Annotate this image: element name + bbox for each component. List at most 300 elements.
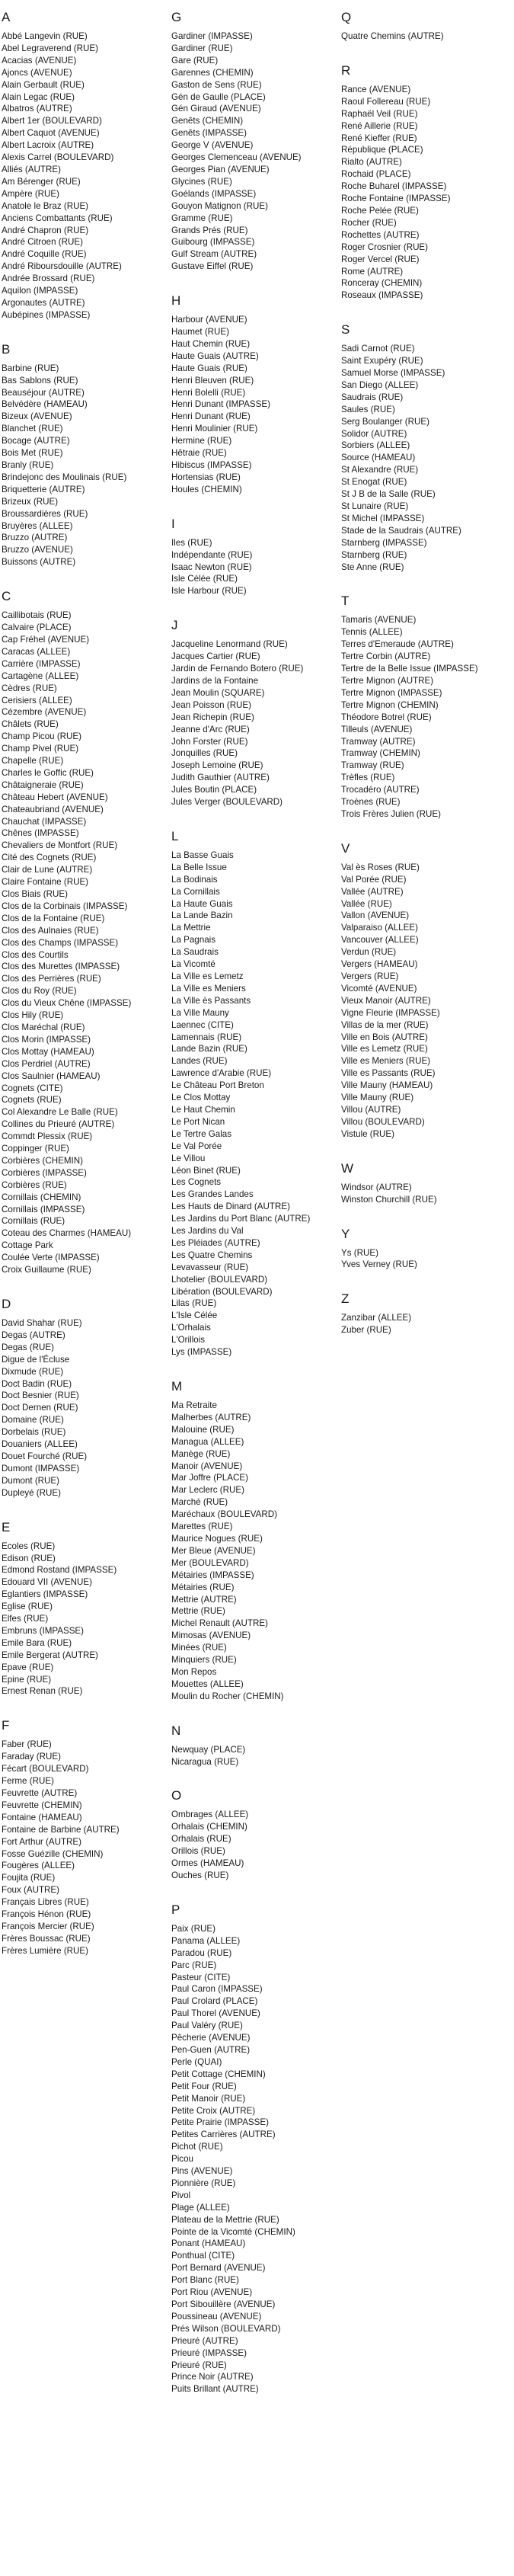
street-item[interactable]: Ville Mauny (HAMEAU) [341,1080,433,1091]
street-item[interactable]: Henri Moulinier (RUE) [171,424,258,434]
street-item[interactable]: Pen-Guen (AUTRE) [171,2044,251,2055]
street-item[interactable]: Port Blanc (RUE) [171,2275,239,2286]
street-item[interactable]: Bruyères (ALLEE) [2,520,73,531]
street-item[interactable]: Albert Caquot (AVENUE) [2,128,100,139]
street-item[interactable]: La Vicomté [171,959,215,970]
street-item[interactable]: Jardin de Fernando Botero (RUE) [171,664,304,674]
street-item[interactable]: L'Orillois [171,1335,206,1346]
street-item[interactable]: Jacqueline Lenormand (RUE) [171,639,288,650]
street-item[interactable]: Tamaris (AVENUE) [341,615,417,626]
street-item[interactable]: Tilleuls (AVENUE) [341,724,413,734]
street-item[interactable]: Clos des Perrières (RUE) [2,974,101,984]
street-item[interactable]: François Hénon (RUE) [2,1909,91,1920]
street-item[interactable]: Harbour (AVENUE) [171,315,247,325]
street-item[interactable]: Zuber (RUE) [341,1325,391,1336]
street-item[interactable]: Guibourg (IMPASSE) [171,237,255,248]
street-item[interactable]: Alain Gerbault (RUE) [2,79,85,90]
street-item[interactable]: Lhotelier (BOULEVARD) [171,1274,268,1285]
street-item[interactable]: Les Quatre Chemins [171,1250,253,1260]
street-item[interactable]: Bas Sablons (RUE) [2,375,78,386]
street-item[interactable]: Jacques Cartier (RUE) [171,651,260,662]
street-item[interactable]: Cornillais (RUE) [2,1216,65,1227]
street-item[interactable]: Joseph Lemoine (RUE) [171,760,263,771]
street-item[interactable]: Roche Fontaine (IMPASSE) [341,194,451,204]
street-item[interactable]: Petit Four (RUE) [171,2081,237,2091]
street-item[interactable]: Iles (RUE) [171,537,212,548]
street-item[interactable]: Picou [171,2154,194,2165]
street-item[interactable]: Bois Met (RUE) [2,448,63,459]
street-item[interactable]: Roger Vercel (RUE) [341,254,420,264]
street-item[interactable]: Ecoles (RUE) [2,1541,56,1551]
street-item[interactable]: Port Bernard (AVENUE) [171,2263,266,2274]
street-item[interactable]: Fontaine (HAMEAU) [2,1812,82,1822]
street-item[interactable]: Levavasseur (RUE) [171,1262,249,1272]
street-item[interactable]: Paul Caron (IMPASSE) [171,1984,263,1995]
street-item[interactable]: Cognets (RUE) [2,1095,62,1106]
street-item[interactable]: Brizeux (RUE) [2,496,59,507]
street-item[interactable]: Degas (AUTRE) [2,1330,65,1340]
street-item[interactable]: Serg Boulanger (RUE) [341,416,429,427]
street-item[interactable]: John Forster (RUE) [171,736,248,747]
street-item[interactable]: Fort Arthur (AUTRE) [2,1836,82,1847]
street-item[interactable]: Pêcherie (AVENUE) [171,2033,251,2043]
street-item[interactable]: Le Haut Chemin [171,1104,235,1115]
street-item[interactable]: Haute Guais (AUTRE) [171,350,259,361]
street-item[interactable]: Eglise (RUE) [2,1602,53,1612]
street-item[interactable]: Epine (RUE) [2,1674,52,1685]
street-item[interactable]: Managua (ALLEE) [171,1436,244,1447]
street-item[interactable]: Feuvrette (CHEMIN) [2,1800,82,1810]
street-item[interactable]: Tramway (RUE) [341,760,404,771]
street-item[interactable]: Vieux Manoir (AUTRE) [341,995,431,1006]
street-item[interactable]: Clair de Lune (AUTRE) [2,865,93,875]
street-item[interactable]: Douet Fourché (RUE) [2,1451,88,1461]
street-item[interactable]: St Michel (IMPASSE) [341,513,425,523]
street-item[interactable]: Tertre Mignon (AUTRE) [341,675,434,686]
street-item[interactable]: Coteau des Charmes (HAMEAU) [2,1228,132,1239]
street-item[interactable]: Samuel Morse (IMPASSE) [341,368,445,379]
street-item[interactable]: Clos Mottay (HAMEAU) [2,1046,94,1057]
street-item[interactable]: André Riboursdouille (AUTRE) [2,261,122,272]
street-item[interactable]: Vallée (AUTRE) [341,886,404,897]
street-item[interactable]: Maurice Nogues (RUE) [171,1533,263,1544]
street-item[interactable]: Claire Fontaine (RUE) [2,877,89,888]
street-item[interactable]: Gaston de Sens (RUE) [171,79,262,90]
street-item[interactable]: Barbine (RUE) [2,363,59,373]
street-item[interactable]: Haute Guais (RUE) [171,363,247,373]
street-item[interactable]: Théodore Botrel (RUE) [341,712,432,722]
street-item[interactable]: Vallon (AVENUE) [341,910,410,921]
street-item[interactable]: Clos Perdriel (AUTRE) [2,1058,91,1069]
street-item[interactable]: Bocage (AUTRE) [2,436,70,446]
street-item[interactable]: Ouches (RUE) [171,1870,229,1880]
street-item[interactable]: Hêtraie (RUE) [171,448,227,459]
street-item[interactable]: Isle Harbour (RUE) [171,586,247,597]
street-item[interactable]: Starnberg (RUE) [341,549,407,560]
street-item[interactable]: Cornillais (CHEMIN) [2,1192,81,1202]
street-item[interactable]: Bruzzo (AVENUE) [2,545,73,555]
street-item[interactable]: Marettes (RUE) [171,1522,233,1532]
street-item[interactable]: Roseaux (IMPASSE) [341,290,423,301]
street-item[interactable]: La Ville es Meniers [171,983,246,994]
street-item[interactable]: Albert 1er (BOULEVARD) [2,116,102,126]
street-item[interactable]: Malherbes (AUTRE) [171,1412,251,1422]
street-item[interactable]: Vancouver (ALLEE) [341,935,419,946]
street-item[interactable]: Georges Pian (AVENUE) [171,164,270,174]
street-item[interactable]: Trocadéro (AUTRE) [341,785,420,795]
street-item[interactable]: Val Porée (RUE) [341,874,407,885]
street-item[interactable]: Les Hauts de Dinard (AUTRE) [171,1202,290,1212]
street-item[interactable]: George V (AVENUE) [171,140,254,151]
street-item[interactable]: Frères Boussac (RUE) [2,1933,91,1944]
street-item[interactable]: Abbé Langevin (RUE) [2,31,88,41]
street-item[interactable]: Lilas (RUE) [171,1298,217,1309]
street-item[interactable]: Digue de l'Écluse [2,1354,70,1365]
street-item[interactable]: Starnberg (IMPASSE) [341,537,427,548]
street-item[interactable]: Fougères (ALLEE) [2,1861,75,1871]
street-item[interactable]: Lawrence d'Arabie (RUE) [171,1068,272,1079]
street-item[interactable]: Verdun (RUE) [341,947,397,958]
street-item[interactable]: Tertre Mignon (CHEMIN) [341,699,439,710]
street-item[interactable]: Mimosas (AVENUE) [171,1630,251,1641]
street-item[interactable]: Pichot (RUE) [171,2142,223,2152]
street-item[interactable]: Le Villou [171,1153,206,1163]
street-item[interactable]: Ste Anne (RUE) [341,562,404,572]
street-item[interactable]: Malouine (RUE) [171,1424,235,1435]
street-item[interactable]: Frères Lumière (RUE) [2,1945,89,1956]
street-item[interactable]: Pins (AVENUE) [171,2166,233,2177]
street-item[interactable]: Buissons (AUTRE) [2,557,76,568]
street-item[interactable]: Perle (QUAI) [171,2056,222,2067]
street-item[interactable]: Tertre Mignon (IMPASSE) [341,687,442,698]
street-item[interactable]: Port Riou (AVENUE) [171,2287,253,2298]
street-item[interactable]: Nicaragua (RUE) [171,1756,239,1767]
street-item[interactable]: Gulf Stream (AUTRE) [171,249,257,260]
street-item[interactable]: Roche Pelée (RUE) [341,205,419,216]
street-item[interactable]: Plage (ALLEE) [171,2202,230,2213]
street-item[interactable]: Sadi Carnot (RUE) [341,344,415,354]
street-item[interactable]: Chênes (IMPASSE) [2,828,79,839]
street-item[interactable]: Clos des Champs (IMPASSE) [2,937,119,948]
street-item[interactable]: Clos Saulnier (HAMEAU) [2,1070,101,1081]
street-item[interactable]: Saudrais (RUE) [341,392,404,402]
street-item[interactable]: Dumont (IMPASSE) [2,1463,80,1474]
street-item[interactable]: Poussineau (AVENUE) [171,2311,262,2322]
street-item[interactable]: Dixmude (RUE) [2,1366,64,1377]
street-item[interactable]: St Enogat (RUE) [341,477,407,488]
street-item[interactable]: Genêts (CHEMIN) [171,116,244,126]
street-item[interactable]: Troènes (RUE) [341,797,401,808]
street-item[interactable]: Commdt Plessix (RUE) [2,1131,93,1142]
street-item[interactable]: Henri Dunant (IMPASSE) [171,399,270,410]
street-item[interactable]: La Bodinais [171,874,218,885]
street-item[interactable]: Carrière (IMPASSE) [2,658,81,669]
street-item[interactable]: Français Libres (RUE) [2,1897,89,1908]
street-item[interactable]: Puits Brillant (AUTRE) [171,2384,259,2395]
street-item[interactable]: Foujita (RUE) [2,1873,56,1883]
street-item[interactable]: Beauséjour (AUTRE) [2,387,85,398]
street-item[interactable]: Stade de la Saudrais (AUTRE) [341,525,461,536]
street-item[interactable]: Ville en Bois (AUTRE) [341,1032,428,1042]
street-item[interactable]: Haumet (RUE) [171,327,230,338]
street-item[interactable]: Emile Bergerat (AUTRE) [2,1650,98,1660]
street-item[interactable]: Ajoncs (AVENUE) [2,67,72,78]
street-item[interactable]: Aquilon (IMPASSE) [2,286,78,296]
street-item[interactable]: Ys (RUE) [341,1247,378,1258]
street-item[interactable]: Le Château Port Breton [171,1080,264,1091]
street-item[interactable]: Henri Bolelli (RUE) [171,387,246,398]
street-item[interactable]: Henri Bleuven (RUE) [171,375,254,386]
street-item[interactable]: Coulée Verte (IMPASSE) [2,1253,100,1263]
street-item[interactable]: André Citroen (RUE) [2,237,83,248]
street-item[interactable]: La Ville Mauny [171,1007,229,1018]
street-item[interactable]: Faraday (RUE) [2,1752,61,1762]
street-item[interactable]: Ponant (HAMEAU) [171,2238,246,2249]
street-item[interactable]: Charles le Goffic (RUE) [2,767,94,778]
street-item[interactable]: La Basse Guais [171,850,234,860]
street-item[interactable]: La Mettrie [171,923,211,933]
street-item[interactable]: Doct Dernen (RUE) [2,1403,78,1413]
street-item[interactable]: Chauchat (IMPASSE) [2,816,87,827]
street-item[interactable]: Les Jardins du Port Blanc (AUTRE) [171,1214,311,1224]
street-item[interactable]: Ampère (RUE) [2,188,60,199]
street-item[interactable]: Jean Richepin (RUE) [171,712,254,722]
street-item[interactable]: Ormes (HAMEAU) [171,1858,244,1869]
street-item[interactable]: Belvédère (HAMEAU) [2,399,88,410]
street-item[interactable]: Trèfles (RUE) [341,773,395,783]
street-item[interactable]: Caillibotais (RUE) [2,610,72,621]
street-item[interactable]: Rance (AVENUE) [341,84,411,94]
street-item[interactable]: Indépendante (RUE) [171,549,253,560]
street-item[interactable]: Paradou (RUE) [171,1947,232,1958]
street-item[interactable]: Michel Renault (AUTRE) [171,1618,268,1629]
street-item[interactable]: Saules (RUE) [341,404,395,414]
street-item[interactable]: Faber (RUE) [2,1739,52,1750]
street-item[interactable]: Gare (RUE) [171,55,219,66]
street-item[interactable]: Judith Gauthier (AUTRE) [171,773,270,783]
street-item[interactable]: Haut Chemin (RUE) [171,338,251,349]
street-item[interactable]: Garennes (CHEMIN) [171,67,254,78]
street-item[interactable]: Mouettes (ALLEE) [171,1678,244,1689]
street-item[interactable]: Lande Bazin (RUE) [171,1044,247,1054]
street-item[interactable]: Prieuré (RUE) [171,2360,227,2370]
street-item[interactable]: Les Grandes Landes [171,1189,254,1200]
street-item[interactable]: Jean Moulin (SQUARE) [171,687,265,698]
street-item[interactable]: Laennec (CITE) [171,1019,234,1030]
street-item[interactable]: Alain Legac (RUE) [2,91,75,102]
street-item[interactable]: René Kieffer (RUE) [341,133,417,143]
street-item[interactable]: Roger Crosnier (RUE) [341,242,429,252]
street-item[interactable]: République (PLACE) [341,145,423,155]
street-item[interactable]: Georges Clemenceau (AVENUE) [171,152,302,163]
street-item[interactable]: Corbières (RUE) [2,1179,67,1190]
street-item[interactable]: Le Val Porée [171,1141,222,1151]
street-item[interactable]: Cité des Cognets (RUE) [2,853,97,863]
street-item[interactable]: Clos Hily (RUE) [2,1010,64,1021]
street-item[interactable]: Pasteur (CITE) [171,1972,231,1982]
street-item[interactable]: Briquetterie (AUTRE) [2,484,85,494]
street-item[interactable]: Genêts (IMPASSE) [171,128,247,139]
street-item[interactable]: Col Alexandre Le Balle (RUE) [2,1107,118,1118]
street-item[interactable]: Alexis Carrel (BOULEVARD) [2,152,114,163]
street-item[interactable]: Houles (CHEMIN) [171,484,242,494]
street-item[interactable]: Rochettes (AUTRE) [341,229,420,240]
street-item[interactable]: Gramme (RUE) [171,213,233,223]
street-item[interactable]: André Chapron (RUE) [2,225,89,235]
street-item[interactable]: Libération (BOULEVARD) [171,1286,273,1297]
street-item[interactable]: La Cornillais [171,886,220,897]
street-item[interactable]: Rialto (AUTRE) [341,157,402,168]
street-item[interactable]: Vallée (RUE) [341,898,392,909]
street-item[interactable]: Saint Exupéry (RUE) [341,356,423,366]
street-item[interactable]: Anciens Combattants (RUE) [2,213,113,223]
street-item[interactable]: Maréchaux (BOULEVARD) [171,1509,277,1520]
street-item[interactable]: René Aillerie (RUE) [341,120,418,131]
street-item[interactable]: Ma Retraite [171,1400,217,1410]
street-item[interactable]: Embruns (IMPASSE) [2,1625,85,1636]
street-item[interactable]: Blanchet (RUE) [2,424,63,434]
street-item[interactable]: Albert Lacroix (AUTRE) [2,140,94,151]
street-item[interactable]: Corbières (CHEMIN) [2,1155,83,1166]
street-item[interactable]: François Mercier (RUE) [2,1921,94,1931]
street-item[interactable]: Villas de la mer (RUE) [341,1019,429,1030]
street-item[interactable]: Tertre Corbin (AUTRE) [341,651,431,662]
street-item[interactable]: Mar Leclerc (RUE) [171,1485,244,1496]
street-item[interactable]: Cézembre (AVENUE) [2,707,87,718]
street-item[interactable]: St Alexandre (RUE) [341,465,419,475]
street-item[interactable]: Petites Carrières (AUTRE) [171,2130,276,2140]
street-item[interactable]: Clos des Aulnaies (RUE) [2,925,99,936]
street-item[interactable]: Isaac Newton (RUE) [171,562,252,572]
street-item[interactable]: Manoir (AVENUE) [171,1461,243,1471]
street-item[interactable]: Gardiner (RUE) [171,43,233,53]
street-item[interactable]: Dorbelais (RUE) [2,1427,66,1438]
street-item[interactable]: Mer Bleue (AVENUE) [171,1545,256,1556]
street-item[interactable]: Elfes (RUE) [2,1614,49,1624]
street-item[interactable]: Epave (RUE) [2,1662,54,1672]
street-item[interactable]: Château Hebert (AVENUE) [2,792,108,802]
street-item[interactable]: Chateaubriand (AVENUE) [2,804,104,814]
street-item[interactable]: Ombrages (ALLEE) [171,1810,249,1820]
street-item[interactable]: Minées (RUE) [171,1643,227,1653]
street-item[interactable]: Brindejonc des Moulinais (RUE) [2,472,127,482]
street-item[interactable]: Albatros (AUTRE) [2,104,72,114]
street-item[interactable]: Edison (RUE) [2,1553,56,1563]
street-item[interactable]: Trois Frères Julien (RUE) [341,808,441,819]
street-item[interactable]: Lys (IMPASSE) [171,1347,232,1358]
street-item[interactable]: Ronceray (CHEMIN) [341,278,423,289]
street-item[interactable]: Tennis (ALLEE) [341,627,403,638]
street-item[interactable]: Cerisiers (ALLEE) [2,695,72,706]
street-item[interactable]: Gouyon Matignon (RUE) [171,200,268,211]
street-item[interactable]: Clos du Roy (RUE) [2,986,77,997]
street-item[interactable]: Petit Manoir (RUE) [171,2093,246,2104]
street-item[interactable]: Edouard VII (AVENUE) [2,1577,92,1588]
street-item[interactable]: La Ville es Lemetz [171,971,244,981]
street-item[interactable]: Lamennais (RUE) [171,1032,242,1042]
street-item[interactable]: Acacias (AVENUE) [2,55,77,66]
street-item[interactable]: Feuvrette (AUTRE) [2,1788,78,1798]
street-item[interactable]: Petite Prairie (IMPASSE) [171,2117,269,2128]
street-item[interactable]: Clos de la Corbinais (IMPASSE) [2,901,128,911]
street-item[interactable]: Val ès Roses (RUE) [341,862,420,872]
street-item[interactable]: Raphaël Veil (RUE) [341,108,418,119]
street-item[interactable]: Rocher (RUE) [341,217,397,228]
street-item[interactable]: Cottage Park [2,1240,53,1251]
street-item[interactable]: Cèdres (RUE) [2,683,57,693]
street-item[interactable]: Douaniers (ALLEE) [2,1439,78,1450]
street-item[interactable]: La Haute Guais [171,898,233,909]
street-item[interactable]: Ponthual (CITE) [171,2251,235,2261]
street-item[interactable]: Pivol [171,2190,191,2200]
street-item[interactable]: Cartagène (ALLEE) [2,670,79,681]
street-item[interactable]: Cognets (CITE) [2,1083,63,1093]
street-item[interactable]: Calvaire (PLACE) [2,622,72,633]
street-item[interactable]: Broussardières (RUE) [2,508,88,519]
street-item[interactable]: Rome (AUTRE) [341,266,404,277]
street-item[interactable]: Doct Besnier (RUE) [2,1390,79,1401]
street-item[interactable]: Paix (RUE) [171,1923,215,1934]
street-item[interactable]: La Lande Bazin [171,910,233,921]
street-item[interactable]: Croix Guillaume (RUE) [2,1265,91,1275]
street-item[interactable]: Vistule (RUE) [341,1128,395,1139]
street-item[interactable]: Mon Repos [171,1666,217,1677]
street-item[interactable]: Orillois (RUE) [171,1846,225,1857]
street-item[interactable]: Hermine (RUE) [171,436,232,446]
street-item[interactable]: Hibiscus (IMPASSE) [171,460,252,470]
street-item[interactable]: Chevaliers de Montfort (RUE) [2,840,118,851]
street-item[interactable]: Ville es Meniers (RUE) [341,1056,431,1067]
street-item[interactable]: Doct Badin (RUE) [2,1378,72,1389]
street-item[interactable]: Métairies (IMPASSE) [171,1570,254,1580]
street-item[interactable]: Clos Maréchal (RUE) [2,1022,85,1032]
street-item[interactable]: Roche Buharel (IMPASSE) [341,181,447,192]
street-item[interactable]: Petite Croix (AUTRE) [171,2105,256,2116]
street-item[interactable]: Henri Dunant (RUE) [171,411,251,422]
street-item[interactable]: Tertre de la Belle Issue (IMPASSE) [341,664,478,674]
street-item[interactable]: Mar Joffre (PLACE) [171,1473,248,1483]
street-item[interactable]: Jules Boutin (PLACE) [171,785,257,795]
street-item[interactable]: Quatre Chemins (AUTRE) [341,31,444,41]
street-item[interactable]: Emile Bara (RUE) [2,1637,72,1648]
street-item[interactable]: Mer (BOULEVARD) [171,1557,249,1568]
street-item[interactable]: Gén de Gaulle (PLACE) [171,91,266,102]
street-item[interactable]: Grands Prés (RUE) [171,225,248,235]
street-item[interactable]: Les Pléiades (AUTRE) [171,1237,260,1248]
street-item[interactable]: Léon Binet (RUE) [171,1165,241,1176]
street-item[interactable]: Landes (RUE) [171,1056,228,1067]
street-item[interactable]: Zanzibar (ALLEE) [341,1313,412,1323]
street-item[interactable]: Eglantiers (IMPASSE) [2,1589,88,1600]
street-item[interactable]: La Pagnais [171,935,216,946]
street-item[interactable]: Les Cognets [171,1177,222,1188]
street-item[interactable]: Collines du Prieuré (AUTRE) [2,1119,115,1130]
street-item[interactable]: Foux (AUTRE) [2,1885,60,1896]
street-item[interactable]: Port Sibouillère (AVENUE) [171,2299,276,2309]
street-item[interactable]: André Coquille (RUE) [2,249,87,260]
street-item[interactable]: Dupleyé (RUE) [2,1487,61,1498]
street-item[interactable]: Abel Legraverend (RUE) [2,43,98,53]
street-item[interactable]: Gén Giraud (AVENUE) [171,104,261,114]
street-item[interactable]: Yves Verney (RUE) [341,1259,417,1270]
street-item[interactable]: Vicomté (AVENUE) [341,983,417,994]
street-item[interactable]: St Lunaire (RUE) [341,501,409,511]
street-item[interactable]: Métairies (RUE) [171,1582,235,1592]
street-item[interactable]: Valparaiso (ALLEE) [341,923,418,933]
street-item[interactable]: Sorbiers (ALLEE) [341,440,410,451]
street-item[interactable]: Gustave Eiffel (RUE) [171,261,254,272]
street-item[interactable]: Isle Célée (RUE) [171,574,238,584]
